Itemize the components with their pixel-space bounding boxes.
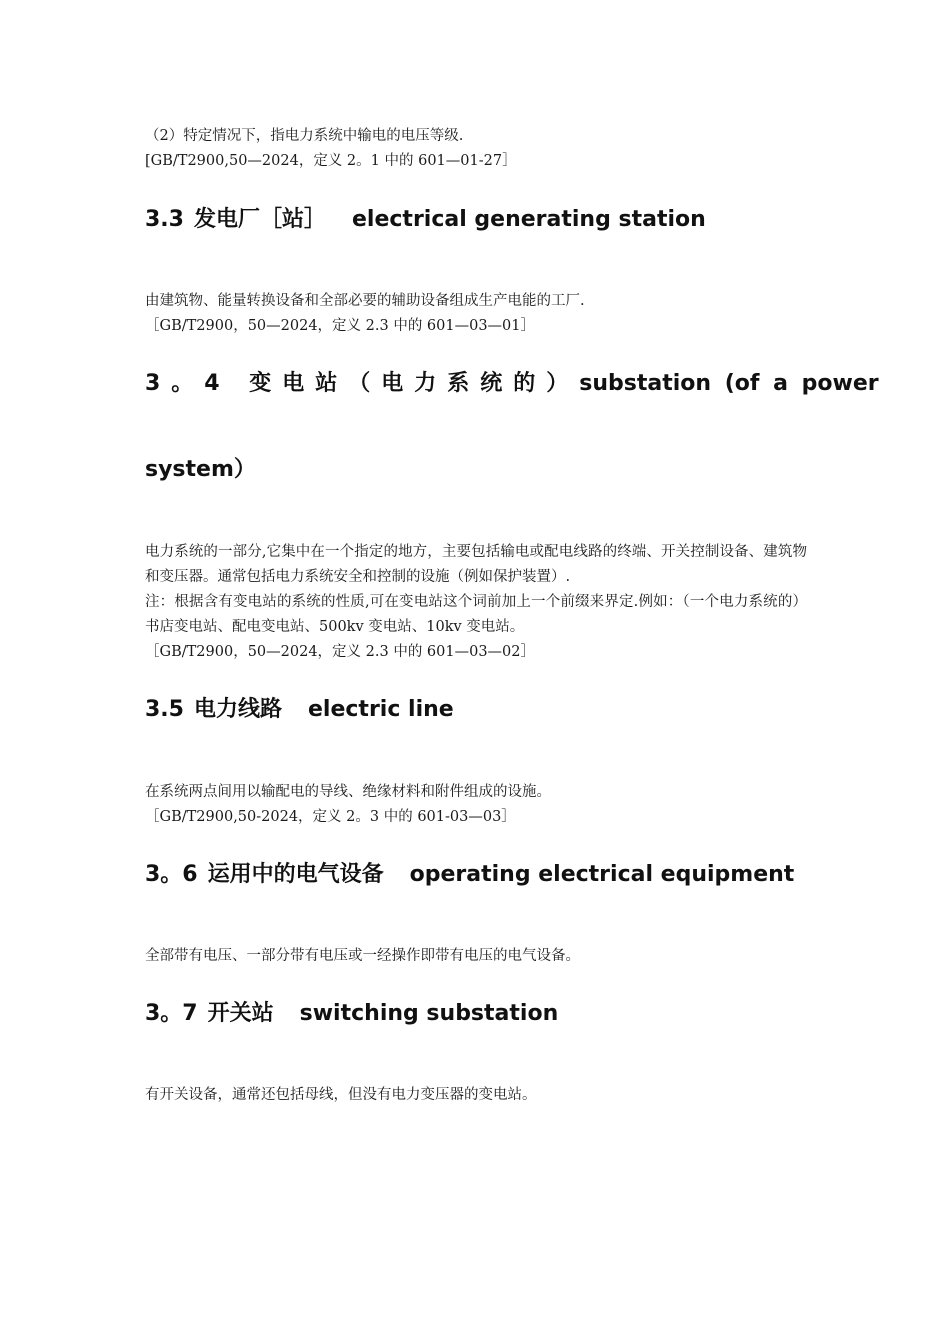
- section-title-en: switching substation: [299, 1001, 559, 1026]
- section-title-zh: 开关站: [207, 1001, 274, 1026]
- paragraph: 电力系统的一部分,它集中在一个指定的地方，主要包括输电或配电线路的终端、开关控制设备、建筑物和变压器。通常包括电力系统安全和控制的设施（例如保护装置）.: [145, 544, 807, 585]
- section-heading-continuation: system）: [145, 457, 256, 482]
- reference-line: ［GB/T2900,50-2024，定义 2。3 中的 601-03—03］: [145, 809, 516, 825]
- reference-line: ［GB/T2900，50—2024，定义 2.3 中的 601—03—01］: [145, 318, 536, 334]
- paragraph-line: （2）特定情况下，指电力系统中输电的电压等级.: [145, 128, 464, 144]
- section-number: 3。7: [145, 1001, 198, 1026]
- reference-line: [GB/T2900,50—2024，定义 2。1 中的 601—01-27］: [145, 153, 517, 169]
- section-title-en: operating electrical equipment: [409, 862, 795, 887]
- section-heading-3-7: [145, 999, 807, 1029]
- section-number: 3.3: [145, 207, 184, 232]
- section-title-zh: 发电厂［站］: [193, 207, 326, 232]
- section-title-zh: 电力线路: [193, 697, 282, 722]
- section-number: 3。6: [145, 862, 198, 887]
- section-heading-3-6: [145, 860, 807, 890]
- section-heading-3-5: [145, 695, 807, 725]
- reference-line: ［GB/T2900，50—2024，定义 2.3 中的 601—03—02］: [145, 644, 536, 660]
- section-title-en: substation (of a power: [579, 371, 879, 396]
- section-title-zh: 运用中的电气设备: [207, 862, 384, 887]
- paragraph-line: 在系统两点间用以输配电的导线、绝缘材料和附件组成的设施。: [145, 784, 551, 800]
- paragraph-line: 有开关设备，通常还包括母线，但没有电力变压器的变电站。: [145, 1087, 537, 1103]
- section-title-en: electric line: [308, 697, 454, 722]
- section-number: 3.5: [145, 697, 184, 722]
- section-heading-3-3: [145, 205, 807, 235]
- section-heading-3-4: [145, 369, 879, 399]
- paragraph-line: 全部带有电压、一部分带有电压或一经操作即带有电压的电气设备。: [145, 948, 580, 964]
- note-paragraph: 注：根据含有变电站的系统的性质,可在变电站这个词前加上一个前缀来界定.例如：（一个电力系统的）书店变电站、配电变电站、500kv 变电站、10kv 变电站。: [145, 594, 807, 635]
- section-title-zh: 3。4 变电站（电力系统的）: [145, 371, 580, 396]
- paragraph-line: 由建筑物、能量转换设备和全部必要的辅助设备组成生产电能的工厂.: [145, 293, 585, 309]
- section-title-en: electrical generating station: [352, 207, 706, 232]
